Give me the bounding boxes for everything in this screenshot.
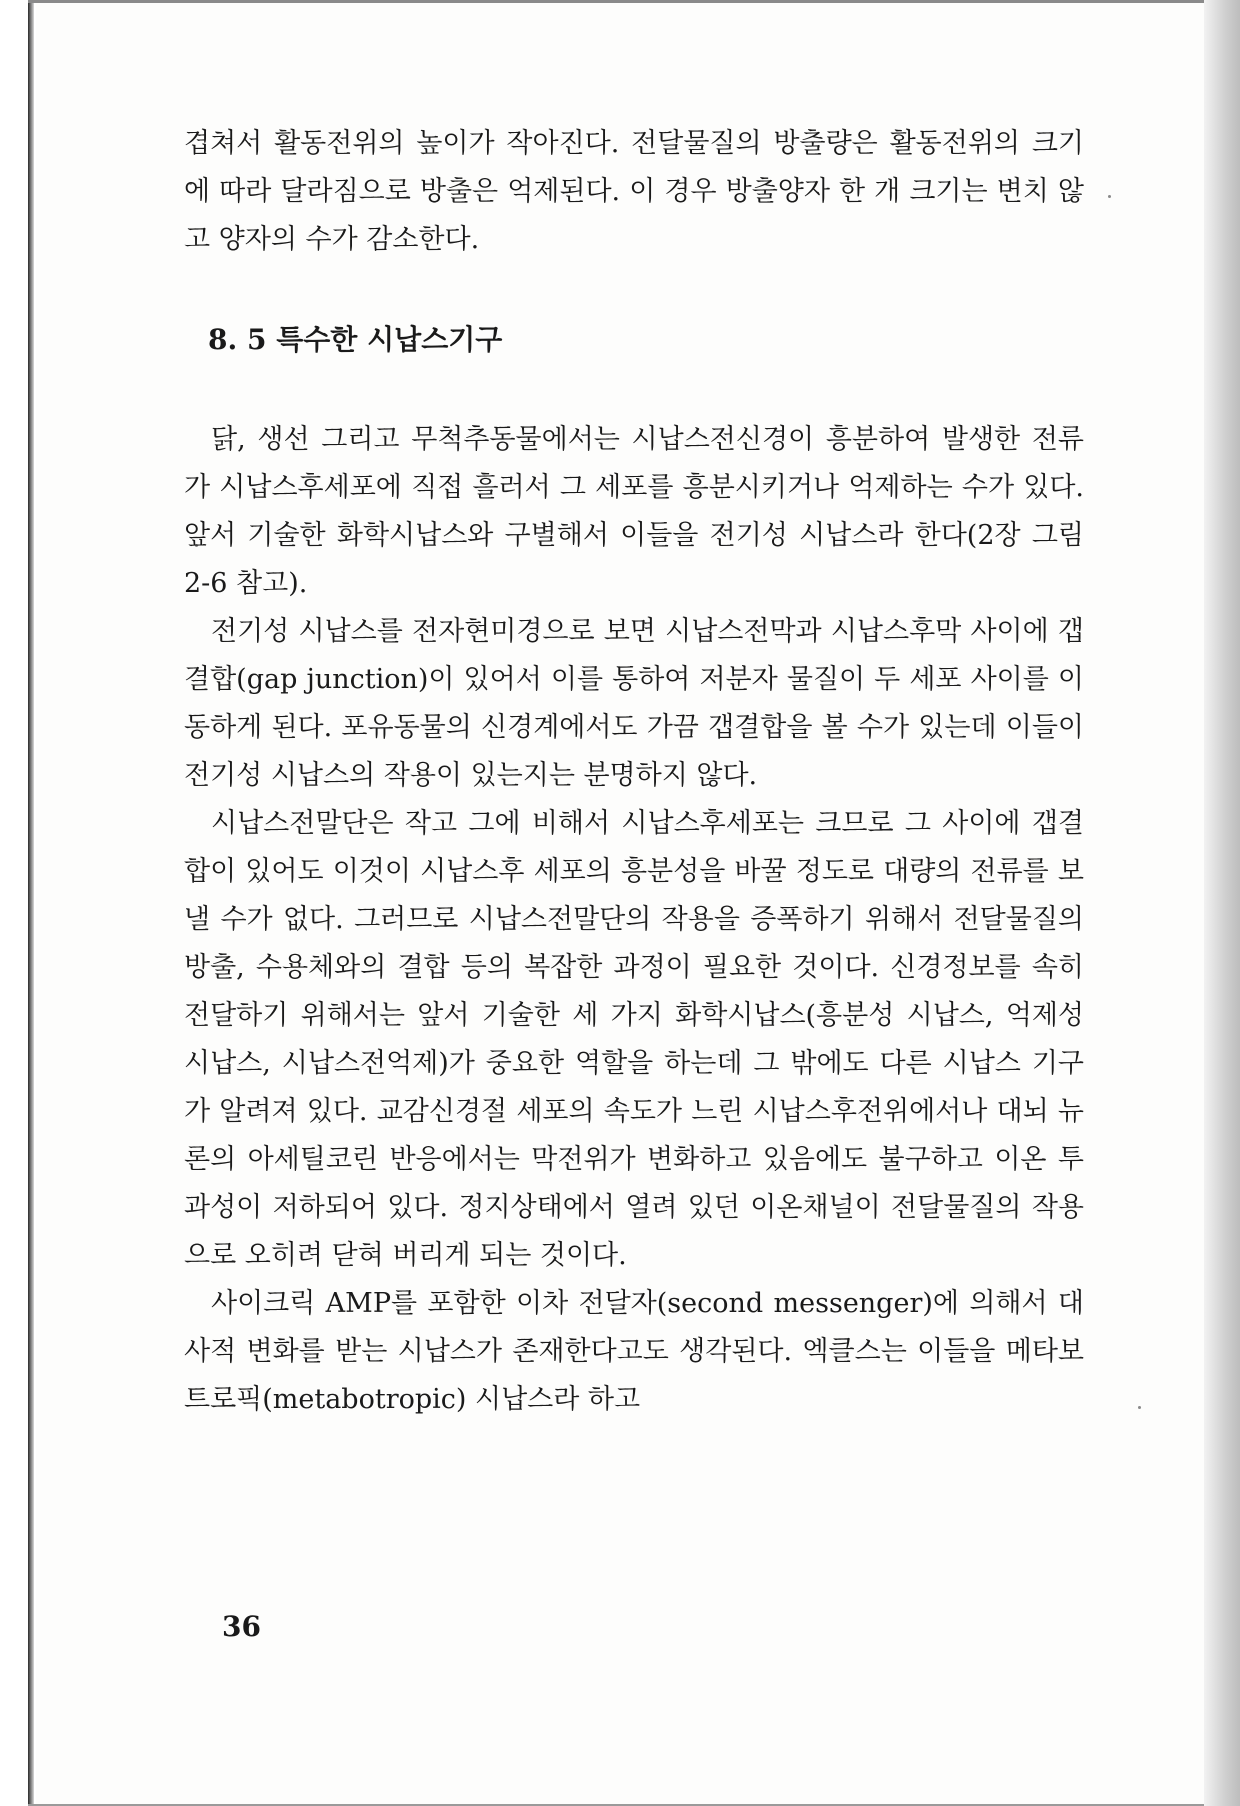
scan-speck: [1138, 1406, 1141, 1409]
page-top-edge: [28, 0, 1210, 3]
page-number: 36: [222, 1610, 261, 1643]
paragraph-continuation: 겹쳐서 활동전위의 높이가 작아진다. 전달물질의 방출량은 활동전위의 크기에 따라 달라짐으로 방출은 억제된다. 이 경우 방출양자 한 개 크기는 변치 않고 양자의 수가 감소한다.: [184, 128, 1084, 255]
page-right-shadow: [1204, 0, 1240, 1806]
scan-speck: [1108, 195, 1111, 198]
paragraph: 전기성 시납스를 전자현미경으로 보면 시납스전막과 시납스후막 사이에 갭결합(gap junction)이 있어서 이를 통하여 저분자 물질이 두 세포 사이를 이동하게 된다. 포유동물의 신경계에서도 가끔 갭결합을 볼 수가 있는데 이들이 전기성 시납스의 작용이 있는지는 분명하지 않다.: [184, 616, 1084, 791]
page-left-edge: [28, 0, 34, 1806]
section-heading: 8. 5 특수한 시납스기구: [208, 323, 503, 356]
paragraph: 사이크릭 AMP를 포함한 이차 전달자(second messenger)에 의해서 대사적 변화를 받는 시납스가 존재한다고도 생각된다. 엑클스는 이들을 메타보트로픽(metabotropic) 시납스라 하고: [184, 1288, 1084, 1415]
paragraph: 닭, 생선 그리고 무척추동물에서는 시납스전신경이 흥분하여 발생한 전류가 시납스후세포에 직접 흘러서 그 세포를 흥분시키거나 억제하는 수가 있다. 앞서 기술한 화학시납스와 구별해서 이들을 전기성 시납스라 한다(2장 그림 2-6 참고).: [184, 424, 1084, 599]
paragraph: 시납스전말단은 작고 그에 비해서 시납스후세포는 크므로 그 사이에 갭결합이 있어도 이것이 시납스후 세포의 흥분성을 바꿀 정도로 대량의 전류를 보낼 수가 없다. 그러므로 시납스전말단의 작용을 증폭하기 위해서 전달물질의 방출, 수용체와의 결합 등의 복잡한 과정이 필요한 것이다. 신경정보를 속히 전달하기 위해서는 앞서 기술한 세 가지 화학시납스(흥분성 시납스, 억제성 시납스, 시납스전억제)가 중요한 역할을 하는데 그 밖에도 다른 시납스 기구가 알려져 있다. 교감신경절 세포의 속도가 느린 시납스후전위에서나 대뇌 뉴론의 아세틸코린 반응에서는 막전위가 변화하고 있음에도 불구하고 이온 투과성이 저하되어 있다. 정지상태에서 열려 있던 이온채널이 전달물질의 작용으로 오히려 닫혀 버리게 되는 것이다.: [184, 808, 1084, 1271]
page-body: [184, 120, 1084, 1424]
